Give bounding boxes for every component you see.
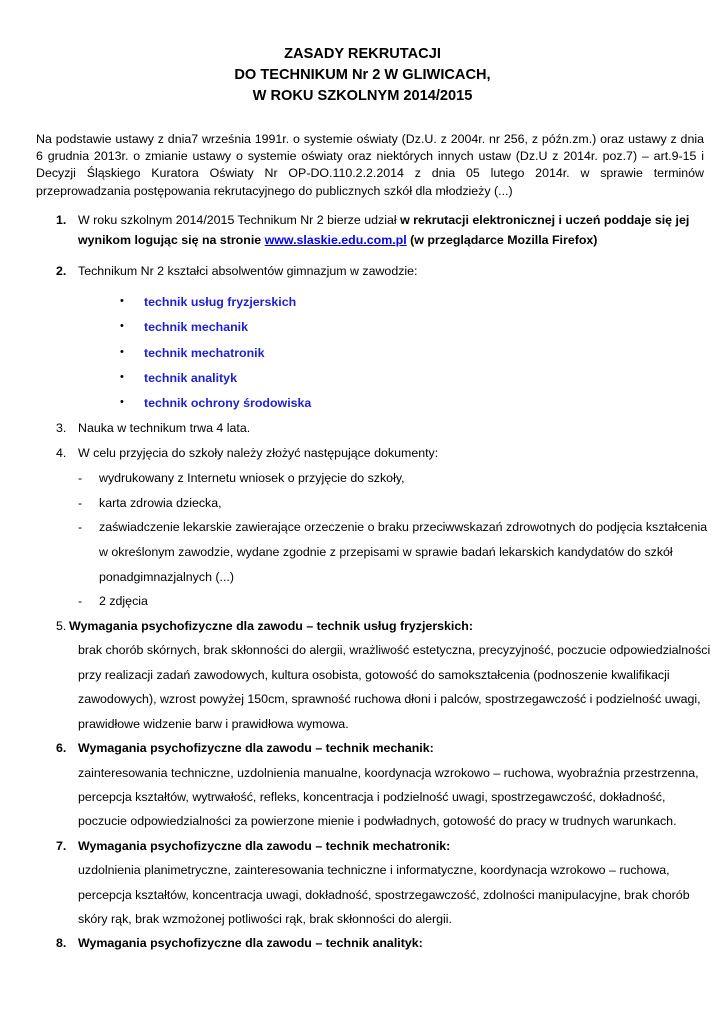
intro-paragraph: Na podstawie ustawy z dnia7 września 1991r. o systemie oświaty (Dz.U. z 2004r. nr 256, z późn.zm.) oraz ustawy z dnia 6 grudnia 2013r. o zmianie ustawy o systemie oświaty oraz niektórych innych ustaw (Dz.U z 2014r. poz.7) – art.9-15 i Decyzji Śląskiego Kuratora Oświaty Nr OP-DO.110.2.2.2014 z dnia 05 lutego 2014r. w sprawie terminów przeprowadzania postępowania rekrutacyjnego do publicznych szkół dla młodzieży (...) xyxy=(36,132,704,198)
dash-marker: - xyxy=(78,520,83,534)
item-5-line-3: zawodowych), wzrost powyżej 150cm, sprawność ruchowa dłoni i palców, spostrzegawczość i podzielność uwagi, xyxy=(78,692,701,706)
bullet-icon: • xyxy=(120,346,124,358)
item-4-text: W celu przyjęcia do szkoły należy złożyć następujące dokumenty: xyxy=(78,446,439,460)
item-4-number: 4. xyxy=(56,446,67,460)
item-6-number: 6. xyxy=(56,741,67,755)
item-5-line-1: brak chorób skórnych, brak skłonności do alergii, wrażliwość estetyczna, precyzyjność, poczucie odpowiedzialności xyxy=(78,643,711,657)
item-1-text: W roku szkolnym 2014/2015 Technikum Nr 2 bierze udział xyxy=(78,213,401,227)
item-7-line-1: uzdolnienia planimetryczne, zainteresowania techniczne i informatyczne, koordynacja wzrokowo – ruchowa, xyxy=(78,863,670,877)
profession-3: technik mechatronik xyxy=(144,346,265,360)
item-7-line-3: skóry rąk, brak wzmożonej potliwości rąk, brak skłonności do alergii. xyxy=(78,912,452,926)
item-1-bold: w rekrutacji elektronicznej i uczeń poddaje się jej xyxy=(400,213,690,227)
item-5-number: 5. xyxy=(56,619,67,633)
bullet-icon: • xyxy=(120,295,124,307)
doc-4: 2 zdjęcia xyxy=(99,594,148,608)
item-3-text: Nauka w technikum trwa 4 lata. xyxy=(78,421,251,435)
item-5-line-4: prawidłowe widzenie barw i prawidłowa wymowa. xyxy=(78,717,349,731)
item-3-number: 3. xyxy=(56,421,67,435)
item-1-post: (w przeglądarce Mozilla Firefox) xyxy=(406,233,598,247)
doc-3-line-3: ponadgimnazjalnych (...) xyxy=(99,570,234,584)
title-line-2: DO TECHNIKUM Nr 2 W GLIWICACH, xyxy=(234,67,491,83)
title-line-3: W ROKU SZKOLNYM 2014/2015 xyxy=(252,88,473,104)
doc-3-line-2: w określonym zawodzie, wydane zgodnie z przepisami w sprawie badań lekarskich kandydatów do szkół xyxy=(99,545,673,559)
item-1-line-1 xyxy=(78,213,689,227)
item-5-line-2: przy realizacji zadań zawodowych, kultura osobista, gotowość do samokształcenia (podnoszenie kwalifikacji xyxy=(78,668,670,682)
dash-marker: - xyxy=(78,471,83,485)
item-2-text: Technikum Nr 2 kształci absolwentów gimnazjum w zawodzie: xyxy=(78,264,418,278)
bullet-icon: • xyxy=(120,396,124,408)
item-7-heading: Wymagania psychofizyczne dla zawodu – technik mechatronik: xyxy=(78,839,451,853)
profession-4: technik analityk xyxy=(144,371,237,385)
item-7-line-2: percepcja kształtów, koncentracja uwagi, dokładność, spostrzegawczość, zdolności manipulacyjne, brak chorób xyxy=(78,888,690,902)
dash-marker: - xyxy=(78,496,83,510)
item-8-number: 8. xyxy=(56,936,67,950)
doc-1: wydrukowany z Internetu wniosek o przyjęcie do szkoły, xyxy=(99,471,405,485)
doc-2: karta zdrowia dziecka, xyxy=(99,496,222,510)
item-6-line-3: poczucie odpowiedzialności za powierzone mienie i podwładnych, gotowość do pracy w trudnych warunkach. xyxy=(78,814,677,828)
profession-5: technik ochrony środowiska xyxy=(144,396,312,410)
item-6-line-1: zainteresowania techniczne, uzdolnienia manualne, koordynacja wzrokowo – ruchowa, wyobraźnia przestrzenna, xyxy=(78,766,699,780)
slaskie-link[interactable]: www.slaskie.edu.com.pl xyxy=(264,233,407,247)
profession-1: technik usług fryzjerskich xyxy=(144,295,297,309)
doc-3-line-1: zaświadczenie lekarskie zawierające orzeczenie o braku przeciwwskazań zdrowotnych do podjęcia kształcenia xyxy=(99,520,708,534)
item-6-line-2: percepcja kształtów, wytrwałość, refleks, koncentracja i podzielność uwagi, spostrzegawczość, dokładność, xyxy=(78,790,666,804)
item-1-line-2 xyxy=(78,233,597,247)
profession-2: technik mechanik xyxy=(144,320,248,334)
title-line-1: ZASADY REKRUTACJI xyxy=(284,46,441,62)
dash-marker: - xyxy=(78,594,83,608)
item-5-heading: Wymagania psychofizyczne dla zawodu – technik usług fryzjerskich: xyxy=(69,619,473,633)
bullet-icon: • xyxy=(120,320,124,332)
item-8-heading: Wymagania psychofizyczne dla zawodu – technik analityk: xyxy=(78,936,423,950)
item-6-heading: Wymagania psychofizyczne dla zawodu – technik mechanik: xyxy=(78,741,434,755)
item-1-line2-bold: wynikom logując się na stronie xyxy=(78,233,265,247)
item-7-number: 7. xyxy=(56,839,67,853)
bullet-icon: • xyxy=(120,371,124,383)
item-2-number: 2. xyxy=(56,264,67,278)
item-1-number: 1. xyxy=(56,213,67,227)
